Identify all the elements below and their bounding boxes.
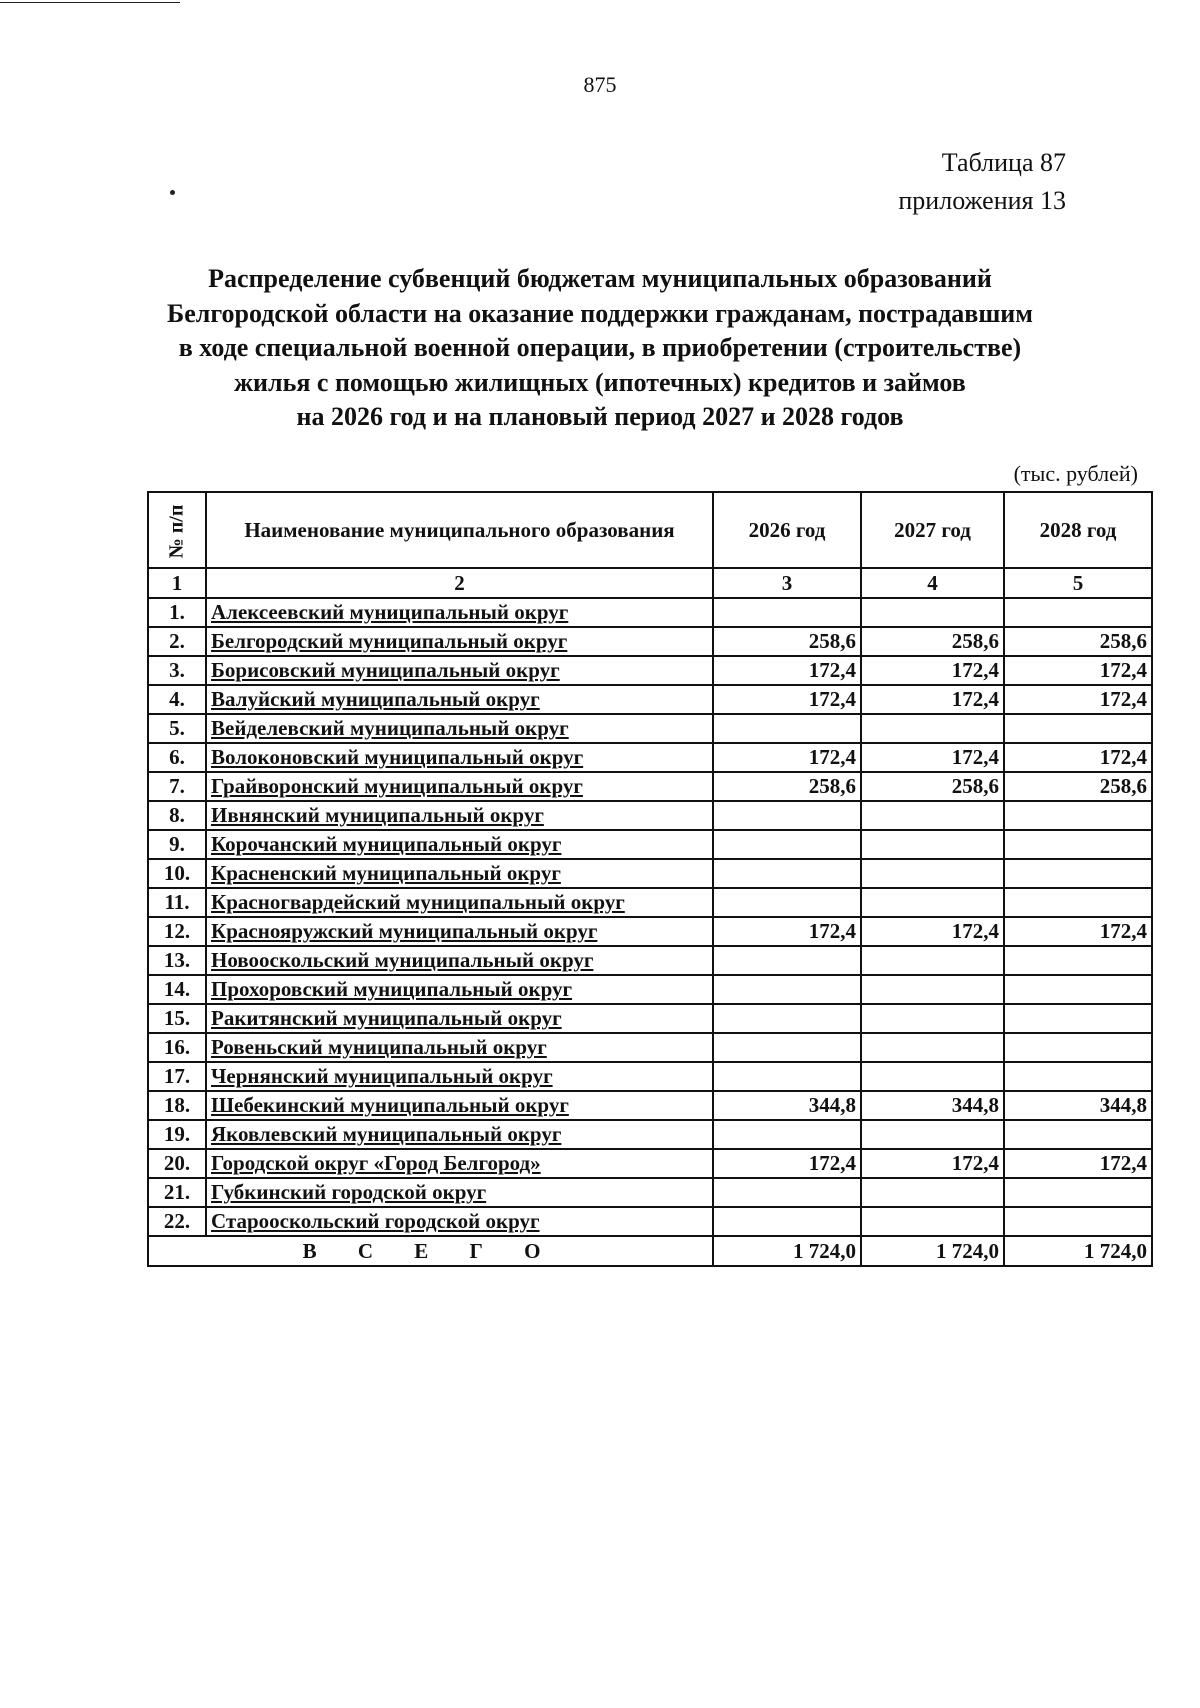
document-title — [150, 262, 1050, 435]
value-2026 — [713, 946, 861, 975]
value-2028 — [1004, 859, 1152, 888]
municipality-name: Красненский муниципальный округ — [206, 859, 713, 888]
value-2026 — [713, 1033, 861, 1062]
column-number: 3 — [713, 568, 861, 598]
row-number: 1. — [148, 598, 206, 627]
value-2026 — [713, 1207, 861, 1236]
table-row — [148, 917, 1152, 946]
value-2028: 172,4 — [1004, 1149, 1152, 1178]
municipality-name: Волоконовский муниципальный округ — [206, 743, 713, 772]
total-row — [148, 1236, 1152, 1266]
value-2027: 258,6 — [861, 772, 1004, 801]
value-2027 — [861, 1062, 1004, 1091]
table-row — [148, 946, 1152, 975]
table-caption — [898, 144, 1066, 220]
municipality-name: Шебекинский муниципальный округ — [206, 1091, 713, 1120]
municipality-name: Яковлевский муниципальный округ — [206, 1120, 713, 1149]
column-number-row — [148, 568, 1152, 598]
value-2027 — [861, 1033, 1004, 1062]
units-label: (тыс. рублей) — [1013, 461, 1138, 486]
total-2028: 1 724,0 — [1004, 1236, 1152, 1266]
scan-dot — [170, 190, 175, 195]
column-number: 5 — [1004, 568, 1152, 598]
municipality-name: Краснояружский муниципальный округ — [206, 917, 713, 946]
table-row — [148, 888, 1152, 917]
row-number: 18. — [148, 1091, 206, 1120]
value-2026: 172,4 — [713, 743, 861, 772]
value-2028 — [1004, 830, 1152, 859]
value-2027 — [861, 1120, 1004, 1149]
column-number: 1 — [148, 568, 206, 598]
value-2027 — [861, 946, 1004, 975]
row-number: 6. — [148, 743, 206, 772]
subvention-table — [147, 491, 1153, 1267]
table-row — [148, 1120, 1152, 1149]
municipality-name: Алексеевский муниципальный округ — [206, 598, 713, 627]
value-2026: 172,4 — [713, 917, 861, 946]
row-number: 14. — [148, 975, 206, 1004]
value-2026 — [713, 1178, 861, 1207]
header-2027: 2027 год — [861, 492, 1004, 568]
value-2028: 344,8 — [1004, 1091, 1152, 1120]
value-2026 — [713, 598, 861, 627]
value-2027 — [861, 714, 1004, 743]
value-2027: 344,8 — [861, 1091, 1004, 1120]
value-2028 — [1004, 1062, 1152, 1091]
value-2027 — [861, 801, 1004, 830]
row-number: 11. — [148, 888, 206, 917]
value-2027: 172,4 — [861, 917, 1004, 946]
value-2026 — [713, 975, 861, 1004]
municipality-name: Ракитянский муниципальный округ — [206, 1004, 713, 1033]
value-2028: 258,6 — [1004, 772, 1152, 801]
value-2026: 344,8 — [713, 1091, 861, 1120]
value-2028 — [1004, 1004, 1152, 1033]
table-row — [148, 656, 1152, 685]
header-name: Наименование муниципального образования — [206, 492, 713, 568]
table-row — [148, 743, 1152, 772]
title-line: Белгородской области на оказание поддержки гражданам, пострадавшим — [167, 298, 1033, 328]
municipality-name: Белгородский муниципальный округ — [206, 627, 713, 656]
row-number: 22. — [148, 1207, 206, 1236]
table-row — [148, 1178, 1152, 1207]
table-row — [148, 1033, 1152, 1062]
municipality-name: Губкинский городской округ — [206, 1178, 713, 1207]
municipality-name: Корочанский муниципальный округ — [206, 830, 713, 859]
municipality-name: Красногвардейский муниципальный округ — [206, 888, 713, 917]
value-2027: 172,4 — [861, 743, 1004, 772]
title-line: Распределение субвенций бюджетам муниципальных образований — [208, 264, 992, 293]
value-2026 — [713, 714, 861, 743]
value-2027 — [861, 975, 1004, 1004]
table-row — [148, 1091, 1152, 1120]
value-2028 — [1004, 598, 1152, 627]
table-row — [148, 1207, 1152, 1236]
value-2028: 172,4 — [1004, 685, 1152, 714]
header-2026: 2026 год — [713, 492, 861, 568]
caption-appendix: приложения 13 — [898, 186, 1066, 215]
table-row — [148, 627, 1152, 656]
table-row — [148, 772, 1152, 801]
table-row — [148, 1062, 1152, 1091]
table-row — [148, 1004, 1152, 1033]
title-line: на 2026 год и на плановый период 2027 и 2028 годов — [296, 402, 904, 431]
value-2028 — [1004, 1178, 1152, 1207]
row-number: 15. — [148, 1004, 206, 1033]
table-row — [148, 830, 1152, 859]
value-2028 — [1004, 975, 1152, 1004]
value-2027: 172,4 — [861, 685, 1004, 714]
row-number: 13. — [148, 946, 206, 975]
value-2028: 172,4 — [1004, 743, 1152, 772]
row-number: 8. — [148, 801, 206, 830]
municipality-name: Ивнянский муниципальный округ — [206, 801, 713, 830]
row-number: 2. — [148, 627, 206, 656]
table-body — [148, 598, 1152, 1236]
value-2028 — [1004, 1033, 1152, 1062]
row-number: 3. — [148, 656, 206, 685]
total-label: В С Е Г О — [148, 1236, 713, 1266]
value-2028 — [1004, 1120, 1152, 1149]
value-2027: 172,4 — [861, 656, 1004, 685]
value-2027 — [861, 1004, 1004, 1033]
value-2027 — [861, 598, 1004, 627]
municipality-name: Городской округ «Город Белгород» — [206, 1149, 713, 1178]
value-2027 — [861, 888, 1004, 917]
value-2028 — [1004, 888, 1152, 917]
total-2026: 1 724,0 — [713, 1236, 861, 1266]
municipality-name: Ровеньский муниципальный округ — [206, 1033, 713, 1062]
column-number: 2 — [206, 568, 713, 598]
municipality-name: Прохоровский муниципальный округ — [206, 975, 713, 1004]
municipality-name: Вейделевский муниципальный округ — [206, 714, 713, 743]
header-row — [148, 492, 1152, 568]
table-row — [148, 859, 1152, 888]
row-number: 9. — [148, 830, 206, 859]
municipality-name: Новооскольский муниципальный округ — [206, 946, 713, 975]
value-2027: 172,4 — [861, 1149, 1004, 1178]
municipality-name: Валуйский муниципальный округ — [206, 685, 713, 714]
municipality-name: Чернянский муниципальный округ — [206, 1062, 713, 1091]
table-row — [148, 714, 1152, 743]
caption-table-number: Таблица 87 — [941, 148, 1066, 177]
value-2028 — [1004, 714, 1152, 743]
page-number: 875 — [583, 72, 617, 97]
value-2026 — [713, 801, 861, 830]
row-number: 19. — [148, 1120, 206, 1149]
value-2027 — [861, 1178, 1004, 1207]
header-2028: 2028 год — [1004, 492, 1152, 568]
value-2027 — [861, 1207, 1004, 1236]
value-2027 — [861, 859, 1004, 888]
title-line: жилья с помощью жилищных (ипотечных) кредитов и займов — [234, 367, 966, 397]
value-2026 — [713, 859, 861, 888]
municipality-name: Старооскольский городской округ — [206, 1207, 713, 1236]
value-2027 — [861, 830, 1004, 859]
value-2026: 258,6 — [713, 627, 861, 656]
value-2028: 258,6 — [1004, 627, 1152, 656]
value-2026 — [713, 1004, 861, 1033]
total-2027: 1 724,0 — [861, 1236, 1004, 1266]
value-2026: 172,4 — [713, 656, 861, 685]
table-row — [148, 975, 1152, 1004]
row-number: 12. — [148, 917, 206, 946]
row-number: 21. — [148, 1178, 206, 1207]
value-2026: 172,4 — [713, 685, 861, 714]
header-num: № п/п — [148, 492, 206, 568]
municipality-name: Борисовский муниципальный округ — [206, 656, 713, 685]
row-number: 7. — [148, 772, 206, 801]
value-2028: 172,4 — [1004, 656, 1152, 685]
row-number: 5. — [148, 714, 206, 743]
row-number: 4. — [148, 685, 206, 714]
value-2026 — [713, 830, 861, 859]
row-number: 20. — [148, 1149, 206, 1178]
value-2026 — [713, 1120, 861, 1149]
column-number: 4 — [861, 568, 1004, 598]
value-2028 — [1004, 1207, 1152, 1236]
value-2028: 172,4 — [1004, 917, 1152, 946]
table-row — [148, 685, 1152, 714]
value-2026 — [713, 888, 861, 917]
row-number: 10. — [148, 859, 206, 888]
value-2027: 258,6 — [861, 627, 1004, 656]
value-2026: 172,4 — [713, 1149, 861, 1178]
row-number: 17. — [148, 1062, 206, 1091]
title-line: в ходе специальной военной операции, в приобретении (строительстве) — [178, 333, 1022, 362]
value-2026: 258,6 — [713, 772, 861, 801]
value-2028 — [1004, 946, 1152, 975]
scan-edge-line — [0, 2, 180, 3]
row-number: 16. — [148, 1033, 206, 1062]
table-row — [148, 801, 1152, 830]
table-row — [148, 598, 1152, 627]
municipality-name: Грайворонский муниципальный округ — [206, 772, 713, 801]
value-2026 — [713, 1062, 861, 1091]
table-row — [148, 1149, 1152, 1178]
value-2028 — [1004, 801, 1152, 830]
